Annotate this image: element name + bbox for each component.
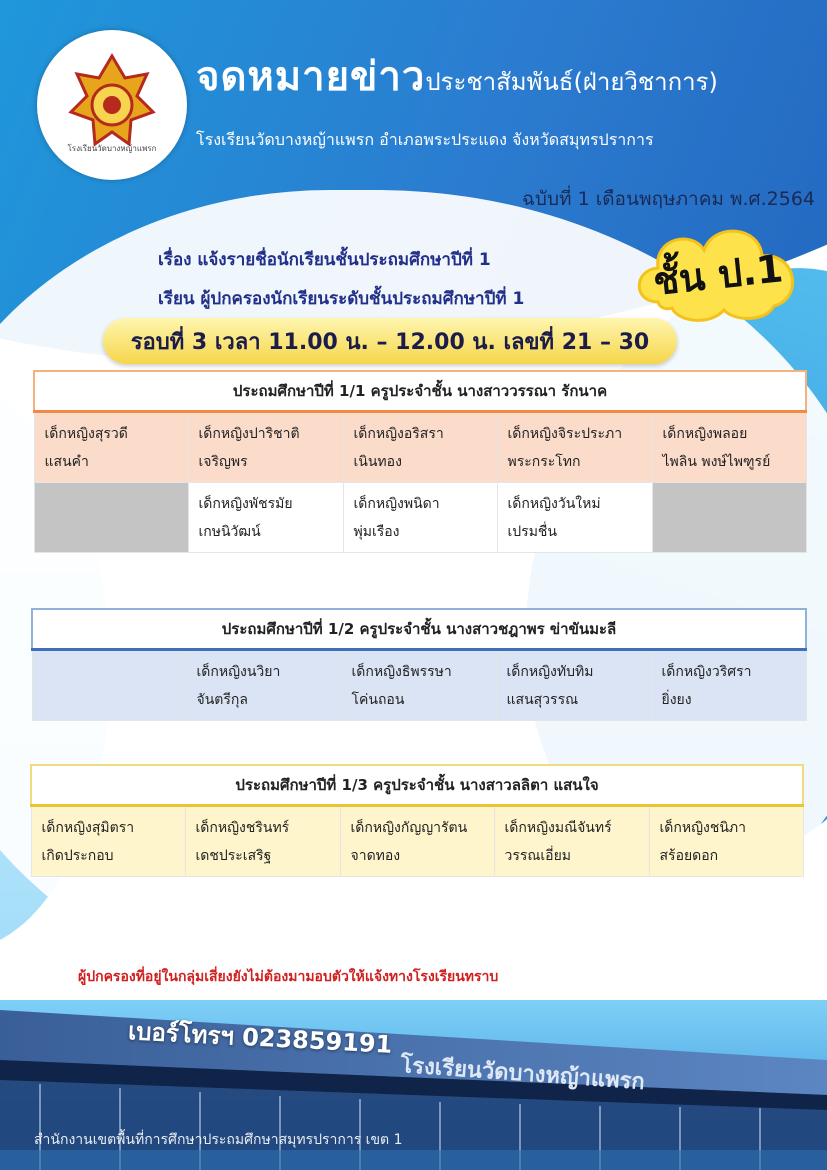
class-table-1-1 — [33, 370, 807, 553]
empty-cell — [34, 483, 188, 553]
student-cell: เด็กหญิงจิระประภา พระกระโทก — [497, 412, 652, 483]
student-cell: เด็กหญิงวันใหม่ เปรมชื่น — [497, 483, 652, 553]
footer-office: สำนักงานเขตพื้นที่การศึกษาประถมศึกษาสมุทรปราการ เขต 1 — [34, 1132, 403, 1148]
student-cell: เด็กหญิงปาริชาติ เจริญพร — [188, 412, 343, 483]
student-cell: เด็กหญิงพนิดา พุ่มเรือง — [343, 483, 497, 553]
round-banner: รอบที่ 3 เวลา 11.00 น. – 12.00 น. เลขที่ 21 – 30 — [103, 318, 677, 364]
issue-number: ฉบับที่ 1 เดือนพฤษภาคม พ.ศ.2564 — [521, 188, 815, 210]
notice-text: ผู้ปกครองที่อยู่ในกลุ่มเสี่ยงยังไม่ต้องมามอบตัวให้แจ้งทางโรงเรียนทราบ — [78, 969, 499, 985]
student-cell: เด็กหญิงธิพรรษา โค่นถอน — [341, 650, 496, 721]
class-table-1-2 — [31, 608, 807, 721]
school-address: โรงเรียนวัดบางหญ้าแพรก อำเภอพระประแดง จังหวัดสมุทรปราการ — [196, 130, 654, 149]
student-cell: เด็กหญิงพัชรมัย เกษนิวัฒน์ — [188, 483, 343, 553]
class-header: ประถมศึกษาปีที่ 1/3 ครูประจำชั้น นางสาวลลิตา แสนใจ — [31, 765, 803, 806]
title-sub: ประชาสัมพันธ์(ฝ่ายวิชาการ) — [425, 68, 718, 96]
student-cell: เด็กหญิงมณีจันทร์ วรรณเอี่ยม — [494, 806, 649, 877]
class-table-1-3 — [30, 764, 804, 877]
class-header: ประถมศึกษาปีที่ 1/1 ครูประจำชั้น นางสาววรรณา รักนาค — [34, 371, 806, 412]
student-cell: เด็กหญิงชรินทร์ เดชประเสริฐ — [185, 806, 340, 877]
grade-badge-label: ชั้น ป.1 — [651, 246, 785, 304]
letter-subject: เรื่อง แจ้งรายชื่อนักเรียนชั้นประถมศึกษาปีที่ 1 — [158, 250, 491, 270]
empty-cell — [652, 483, 806, 553]
empty-cell — [32, 650, 186, 721]
grade-badge — [628, 212, 808, 332]
student-cell: เด็กหญิงสุรวดี แสนคำ — [34, 412, 188, 483]
student-cell: เด็กหญิงสุมิตรา เกิดประกอบ — [31, 806, 185, 877]
title-main: จดหมายข่าว — [196, 54, 426, 100]
school-logo — [37, 30, 187, 180]
newsletter-title — [196, 44, 718, 108]
phone-number: เบอร์โทรฯ 023859191 — [127, 1017, 393, 1059]
student-cell: เด็กหญิงพลอย ไพลิน พงษ์ไพฑูรย์ — [652, 412, 806, 483]
student-cell: เด็กหญิงอริสรา เนินทอง — [343, 412, 497, 483]
student-cell: เด็กหญิงวริศรา ยิ่งยง — [651, 650, 806, 721]
letter-recipient: เรียน ผู้ปกครองนักเรียนระดับชั้นประถมศึกษาปีที่ 1 — [158, 289, 525, 309]
logo-caption: โรงเรียนวัดบางหญ้าแพรก — [67, 144, 157, 153]
building-sign: โรงเรียนวัดบางหญ้าแพรก — [399, 1053, 646, 1096]
class-header: ประถมศึกษาปีที่ 1/2 ครูประจำชั้น นางสาวชฎาพร ข่าขันมะลี — [32, 609, 806, 650]
student-cell: เด็กหญิงทับทิม แสนสุวรรณ — [496, 650, 651, 721]
student-cell: เด็กหญิงชนิภา สร้อยดอก — [649, 806, 803, 877]
student-cell: เด็กหญิงนวิยา จันตรีกุล — [186, 650, 341, 721]
student-cell: เด็กหญิงกัญญารัตน จาดทอง — [340, 806, 494, 877]
